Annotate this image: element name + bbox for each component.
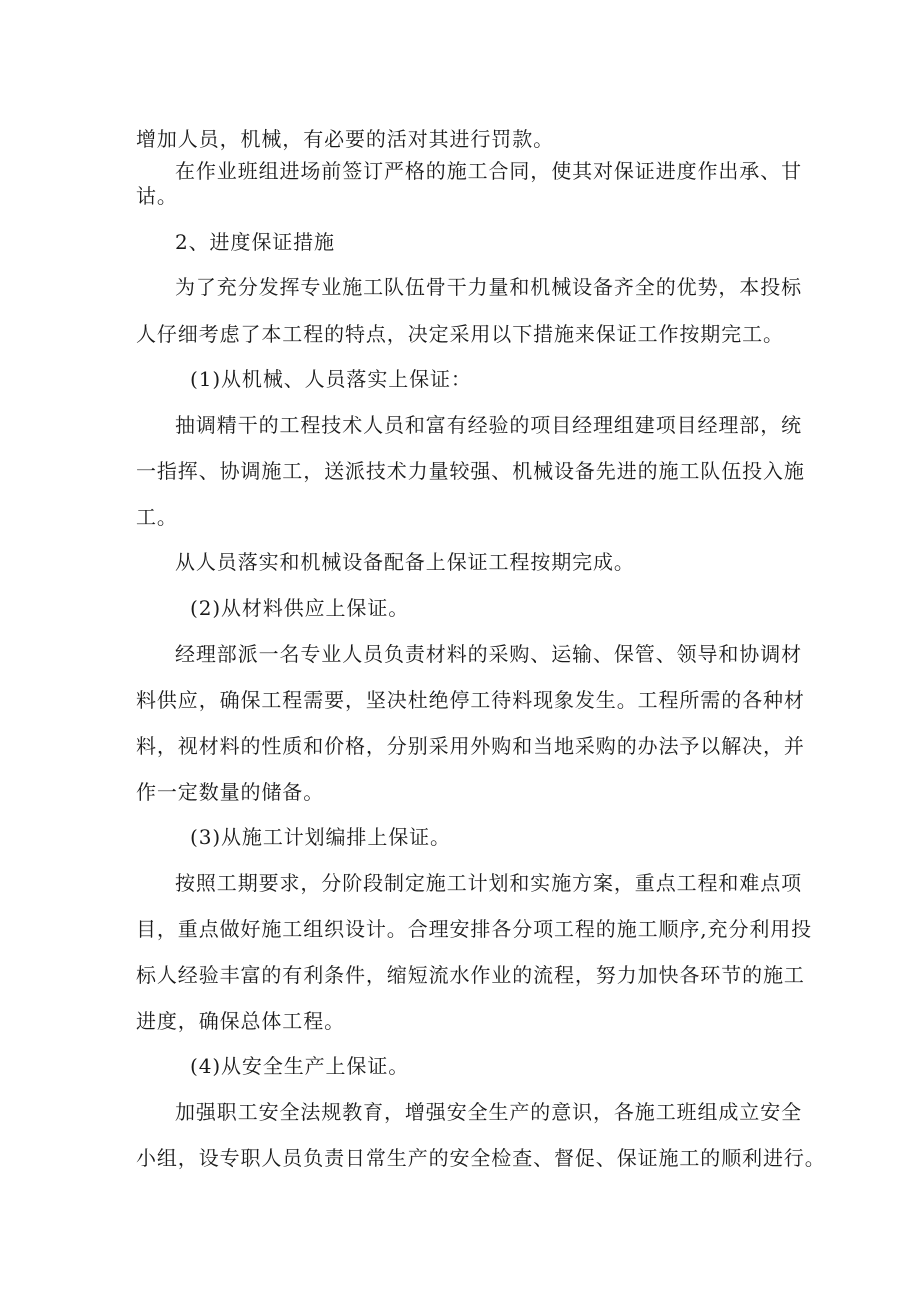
- text-line-9: 一指挥、协调施工，送派技术力量较强、机械设备先进的施工队伍投入施: [136, 459, 805, 483]
- text-line-24: 小组，设专职人员负责日常生产的安全检查、督促、保证施工的顺利进行。: [136, 1146, 826, 1170]
- subsection-heading-4: (4)从安全生产上保证。: [190, 1054, 410, 1078]
- text-line-19: 目，重点做好施工组织设计。合理安排各分项工程的施工顺序,充分利用投: [136, 917, 813, 941]
- text-line-20: 标人经验丰富的有利条件，缩短流水作业的流程，努力加快各环节的施工: [136, 963, 805, 987]
- text-line-13: 经理部派一名专业人员负责材料的采购、运输、保管、领导和协调材: [175, 642, 802, 666]
- text-line-16: 作一定数量的储备。: [136, 780, 325, 804]
- subsection-heading-3: (3)从施工计划编排上保证。: [190, 825, 451, 849]
- subsection-heading-2: (2)从材料供应上保证。: [190, 596, 410, 620]
- text-line-23: 加强职工安全法规教育，增强安全生产的意识，各施工班组成立安全: [175, 1100, 802, 1124]
- text-line-21: 进度，确保总体工程。: [136, 1009, 345, 1033]
- text-line-14: 料供应，确保工程需要，坚决杜绝停工待料现象发生。工程所需的各种材: [136, 688, 805, 712]
- text-line-2: 在作业班组进场前签订严格的施工合同，使其对保证进度作出承、甘: [175, 159, 802, 183]
- text-line-3: 诂。: [136, 184, 178, 208]
- text-line-15: 料，视材料的性质和价格，分别采用外购和当地采购的办法予以解决，并: [136, 734, 805, 758]
- text-line-5: 为了充分发挥专业施工队伍骨干力量和机械设备齐全的优势，本投标: [175, 275, 802, 299]
- section-heading: 2、进度保证措施: [175, 230, 335, 254]
- text-line-11: 从人员落实和机械设备配备上保证工程按期完成。: [175, 550, 635, 574]
- text-line-6: 人仔细考虑了本工程的特点，决定采用以下措施来保证工作按期完工。: [136, 322, 784, 346]
- subsection-heading-1: (1)从机械、人员落实上保证：: [190, 367, 472, 391]
- text-line-8: 抽调精干的工程技术人员和富有经验的项目经理组建项目经理部，统: [175, 413, 802, 437]
- text-line-10: 工。: [136, 505, 178, 529]
- text-line-18: 按照工期要求，分阶段制定施工计划和实施方案，重点工程和难点项: [175, 871, 802, 895]
- text-line-1: 增加人员，机械，有必要的活对其进行罚款。: [136, 127, 554, 151]
